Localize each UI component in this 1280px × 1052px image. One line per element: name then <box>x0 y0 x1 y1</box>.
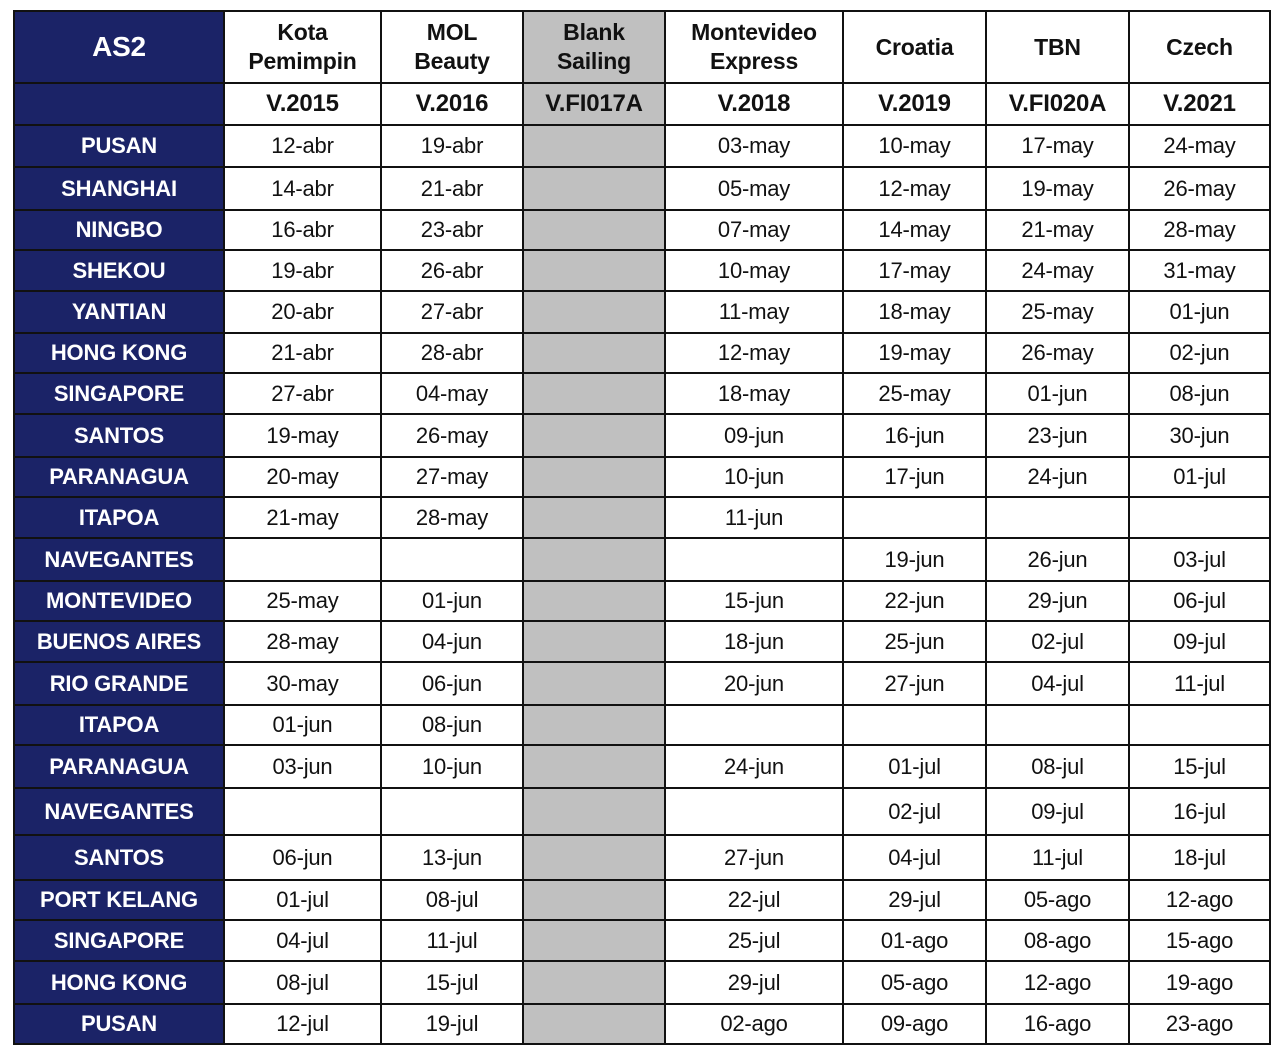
blank-sailing-cell <box>523 621 665 662</box>
port-row <box>14 621 1270 662</box>
eta-date-cell: 01-jul <box>843 745 986 788</box>
eta-date-cell: 07-may <box>665 210 843 250</box>
blank-sailing-cell <box>523 961 665 1004</box>
eta-date-cell: 19-ago <box>1129 961 1270 1004</box>
port-name-cell: RIO GRANDE <box>14 662 224 705</box>
eta-date-cell: 21-abr <box>224 333 381 373</box>
port-name-cell: BUENOS AIRES <box>14 621 224 662</box>
port-row <box>14 291 1270 333</box>
eta-date-cell: 02-jul <box>843 788 986 835</box>
eta-date-cell <box>1129 497 1270 538</box>
port-row <box>14 457 1270 497</box>
blank-sailing-cell <box>523 835 665 880</box>
eta-date-cell: 04-jul <box>986 662 1129 705</box>
eta-date-cell: 10-jun <box>381 745 523 788</box>
eta-date-cell: 16-jun <box>843 414 986 457</box>
port-row <box>14 1004 1270 1044</box>
eta-date-cell: 17-may <box>986 125 1129 167</box>
eta-date-cell <box>665 705 843 745</box>
eta-date-cell <box>381 788 523 835</box>
blank-sailing-cell <box>523 457 665 497</box>
port-row <box>14 880 1270 920</box>
port-row <box>14 373 1270 414</box>
eta-date-cell: 18-may <box>665 373 843 414</box>
eta-date-cell: 11-jul <box>986 835 1129 880</box>
port-name-cell: NINGBO <box>14 210 224 250</box>
eta-date-cell: 24-jun <box>665 745 843 788</box>
eta-date-cell: 15-ago <box>1129 920 1270 961</box>
eta-date-cell: 19-abr <box>224 250 381 291</box>
eta-date-cell: 06-jul <box>1129 581 1270 621</box>
eta-date-cell: 30-jun <box>1129 414 1270 457</box>
eta-date-cell: 05-ago <box>986 880 1129 920</box>
voyage-number-cell: V.2018 <box>665 83 843 125</box>
eta-date-cell: 05-ago <box>843 961 986 1004</box>
port-name-cell: ITAPOA <box>14 497 224 538</box>
eta-date-cell: 19-abr <box>381 125 523 167</box>
eta-date-cell: 12-jul <box>224 1004 381 1044</box>
eta-date-cell: 30-may <box>224 662 381 705</box>
eta-date-cell: 25-may <box>843 373 986 414</box>
blank-sailing-cell <box>523 497 665 538</box>
eta-date-cell: 08-jul <box>224 961 381 1004</box>
vessel-name-text: Croatia <box>875 33 954 60</box>
vessel-name-row <box>14 11 1270 83</box>
vessel-name-text: TBN <box>1034 33 1081 60</box>
eta-date-cell: 12-may <box>843 167 986 210</box>
eta-date-cell: 23-ago <box>1129 1004 1270 1044</box>
blank-sailing-cell <box>523 880 665 920</box>
vessel-name-text: Blank Sailing <box>556 19 631 74</box>
port-row <box>14 250 1270 291</box>
port-name-cell: PUSAN <box>14 125 224 167</box>
eta-date-cell: 14-may <box>843 210 986 250</box>
port-name-cell: SINGAPORE <box>14 920 224 961</box>
port-name-cell: PORT KELANG <box>14 880 224 920</box>
port-name-cell: YANTIAN <box>14 291 224 333</box>
blank-sailing-cell <box>523 167 665 210</box>
vessel-name-header <box>843 11 986 83</box>
eta-date-cell: 19-jun <box>843 538 986 581</box>
eta-date-cell: 25-may <box>986 291 1129 333</box>
port-name-cell: NAVEGANTES <box>14 788 224 835</box>
eta-date-cell: 15-jul <box>381 961 523 1004</box>
eta-date-cell: 01-jun <box>224 705 381 745</box>
blank-sailing-cell <box>523 125 665 167</box>
eta-date-cell: 09-jul <box>1129 621 1270 662</box>
eta-date-cell: 31-may <box>1129 250 1270 291</box>
eta-date-cell: 19-may <box>224 414 381 457</box>
port-row <box>14 835 1270 880</box>
blank-sailing-cell <box>523 705 665 745</box>
eta-date-cell: 25-jul <box>665 920 843 961</box>
eta-date-cell: 09-ago <box>843 1004 986 1044</box>
eta-date-cell: 17-may <box>843 250 986 291</box>
eta-date-cell: 01-jun <box>381 581 523 621</box>
eta-date-cell <box>381 538 523 581</box>
blank-sailing-cell <box>523 745 665 788</box>
port-row <box>14 497 1270 538</box>
port-row <box>14 581 1270 621</box>
port-row <box>14 662 1270 705</box>
eta-date-cell: 10-may <box>665 250 843 291</box>
eta-date-cell: 06-jun <box>224 835 381 880</box>
eta-date-cell <box>224 788 381 835</box>
eta-date-cell: 19-jul <box>381 1004 523 1044</box>
port-name-cell: SANTOS <box>14 835 224 880</box>
voyage-number-cell: V.2016 <box>381 83 523 125</box>
eta-date-cell: 27-abr <box>224 373 381 414</box>
eta-date-cell: 26-may <box>1129 167 1270 210</box>
port-row <box>14 538 1270 581</box>
vessel-name-header <box>224 11 381 83</box>
eta-date-cell: 04-jun <box>381 621 523 662</box>
port-name-cell: PARANAGUA <box>14 457 224 497</box>
blank-sailing-cell <box>523 538 665 581</box>
eta-date-cell: 16-jul <box>1129 788 1270 835</box>
voyage-number-cell: V.FI017A <box>523 83 665 125</box>
eta-date-cell: 26-jun <box>986 538 1129 581</box>
eta-date-cell: 18-jun <box>665 621 843 662</box>
port-row <box>14 210 1270 250</box>
eta-date-cell: 09-jun <box>665 414 843 457</box>
blank-sailing-cell <box>523 1004 665 1044</box>
blank-sailing-cell <box>523 581 665 621</box>
eta-date-cell: 16-abr <box>224 210 381 250</box>
eta-date-cell: 13-jun <box>381 835 523 880</box>
eta-date-cell: 25-jun <box>843 621 986 662</box>
eta-date-cell: 23-jun <box>986 414 1129 457</box>
eta-date-cell: 28-may <box>1129 210 1270 250</box>
eta-date-cell: 17-jun <box>843 457 986 497</box>
eta-date-cell <box>843 497 986 538</box>
eta-date-cell: 05-may <box>665 167 843 210</box>
blank-sailing-cell <box>523 250 665 291</box>
port-row <box>14 920 1270 961</box>
blank-sailing-cell <box>523 333 665 373</box>
port-name-cell: HONG KONG <box>14 333 224 373</box>
voyage-number-cell: V.FI020A <box>986 83 1129 125</box>
eta-date-cell: 06-jun <box>381 662 523 705</box>
eta-date-cell: 10-may <box>843 125 986 167</box>
eta-date-cell: 01-jul <box>224 880 381 920</box>
eta-date-cell: 27-jun <box>665 835 843 880</box>
port-name-cell: PARANAGUA <box>14 745 224 788</box>
eta-date-cell: 01-ago <box>843 920 986 961</box>
eta-date-cell: 22-jun <box>843 581 986 621</box>
eta-date-cell: 21-abr <box>381 167 523 210</box>
eta-date-cell: 28-may <box>224 621 381 662</box>
vessel-name-header <box>665 11 843 83</box>
eta-date-cell: 03-jul <box>1129 538 1270 581</box>
eta-date-cell: 02-ago <box>665 1004 843 1044</box>
eta-date-cell: 26-may <box>986 333 1129 373</box>
port-name-cell: PUSAN <box>14 1004 224 1044</box>
eta-date-cell: 02-jun <box>1129 333 1270 373</box>
service-label: AS2 <box>14 11 224 83</box>
eta-date-cell: 04-may <box>381 373 523 414</box>
eta-date-cell: 03-may <box>665 125 843 167</box>
port-name-cell: ITAPOA <box>14 705 224 745</box>
eta-date-cell: 11-jun <box>665 497 843 538</box>
eta-date-cell: 28-may <box>381 497 523 538</box>
vessel-name-header <box>1129 11 1270 83</box>
eta-date-cell: 01-jun <box>1129 291 1270 333</box>
eta-date-cell: 19-may <box>986 167 1129 210</box>
eta-date-cell: 29-jun <box>986 581 1129 621</box>
eta-date-cell <box>843 705 986 745</box>
sailing-schedule-table <box>13 10 1271 1045</box>
eta-date-cell: 18-may <box>843 291 986 333</box>
voyage-number-cell: V.2021 <box>1129 83 1270 125</box>
eta-date-cell: 15-jul <box>1129 745 1270 788</box>
eta-date-cell: 08-ago <box>986 920 1129 961</box>
blank-sailing-cell <box>523 920 665 961</box>
eta-date-cell: 23-abr <box>381 210 523 250</box>
eta-date-cell: 24-jun <box>986 457 1129 497</box>
eta-date-cell: 11-jul <box>1129 662 1270 705</box>
eta-date-cell <box>986 497 1129 538</box>
vessel-name-text: Kota Pemimpin <box>248 19 357 74</box>
eta-date-cell <box>1129 705 1270 745</box>
eta-date-cell: 12-may <box>665 333 843 373</box>
eta-date-cell: 04-jul <box>843 835 986 880</box>
eta-date-cell: 12-ago <box>986 961 1129 1004</box>
eta-date-cell: 12-abr <box>224 125 381 167</box>
eta-date-cell <box>665 538 843 581</box>
vessel-name-header <box>523 11 665 83</box>
eta-date-cell: 20-may <box>224 457 381 497</box>
voyage-number-cell: V.2015 <box>224 83 381 125</box>
vessel-name-text: Montevideo Express <box>691 19 817 74</box>
eta-date-cell: 29-jul <box>843 880 986 920</box>
vessel-name-header <box>986 11 1129 83</box>
eta-date-cell: 19-may <box>843 333 986 373</box>
eta-date-cell: 08-jul <box>381 880 523 920</box>
eta-date-cell: 14-abr <box>224 167 381 210</box>
eta-date-cell: 09-jul <box>986 788 1129 835</box>
eta-date-cell: 22-jul <box>665 880 843 920</box>
eta-date-cell: 26-may <box>381 414 523 457</box>
eta-date-cell: 29-jul <box>665 961 843 1004</box>
eta-date-cell: 27-abr <box>381 291 523 333</box>
eta-date-cell: 21-may <box>224 497 381 538</box>
eta-date-cell: 27-may <box>381 457 523 497</box>
port-name-cell: SANTOS <box>14 414 224 457</box>
blank-sailing-cell <box>523 788 665 835</box>
port-name-cell: HONG KONG <box>14 961 224 1004</box>
eta-date-cell: 24-may <box>1129 125 1270 167</box>
vessel-name-header <box>381 11 523 83</box>
port-name-cell: SHEKOU <box>14 250 224 291</box>
port-row <box>14 961 1270 1004</box>
eta-date-cell: 08-jun <box>381 705 523 745</box>
port-name-cell: MONTEVIDEO <box>14 581 224 621</box>
eta-date-cell: 20-jun <box>665 662 843 705</box>
eta-date-cell <box>986 705 1129 745</box>
eta-date-cell: 20-abr <box>224 291 381 333</box>
port-name-cell: SINGAPORE <box>14 373 224 414</box>
blank-sailing-cell <box>523 210 665 250</box>
blank-sailing-cell <box>523 414 665 457</box>
eta-date-cell: 18-jul <box>1129 835 1270 880</box>
vessel-name-text: MOL Beauty <box>414 19 490 74</box>
port-row <box>14 745 1270 788</box>
eta-date-cell: 25-may <box>224 581 381 621</box>
port-row <box>14 414 1270 457</box>
eta-date-cell: 01-jun <box>986 373 1129 414</box>
port-row <box>14 788 1270 835</box>
eta-date-cell: 16-ago <box>986 1004 1129 1044</box>
eta-date-cell: 10-jun <box>665 457 843 497</box>
eta-date-cell: 11-jul <box>381 920 523 961</box>
eta-date-cell: 01-jul <box>1129 457 1270 497</box>
eta-date-cell: 28-abr <box>381 333 523 373</box>
port-row <box>14 705 1270 745</box>
blank-sailing-cell <box>523 662 665 705</box>
eta-date-cell: 11-may <box>665 291 843 333</box>
port-row <box>14 125 1270 167</box>
eta-date-cell <box>665 788 843 835</box>
eta-date-cell: 03-jun <box>224 745 381 788</box>
blank-sailing-cell <box>523 291 665 333</box>
voyage-number-cell: V.2019 <box>843 83 986 125</box>
port-name-cell: SHANGHAI <box>14 167 224 210</box>
eta-date-cell: 26-abr <box>381 250 523 291</box>
blank-sailing-cell <box>523 373 665 414</box>
port-row <box>14 333 1270 373</box>
eta-date-cell: 08-jul <box>986 745 1129 788</box>
eta-date-cell <box>224 538 381 581</box>
port-row <box>14 167 1270 210</box>
eta-date-cell: 15-jun <box>665 581 843 621</box>
eta-date-cell: 08-jun <box>1129 373 1270 414</box>
voyage-row-label-cell <box>14 83 224 125</box>
eta-date-cell: 27-jun <box>843 662 986 705</box>
voyage-number-row <box>14 83 1270 125</box>
eta-date-cell: 04-jul <box>224 920 381 961</box>
port-name-cell: NAVEGANTES <box>14 538 224 581</box>
vessel-name-text: Czech <box>1166 33 1233 60</box>
eta-date-cell: 21-may <box>986 210 1129 250</box>
eta-date-cell: 24-may <box>986 250 1129 291</box>
eta-date-cell: 12-ago <box>1129 880 1270 920</box>
eta-date-cell: 02-jul <box>986 621 1129 662</box>
